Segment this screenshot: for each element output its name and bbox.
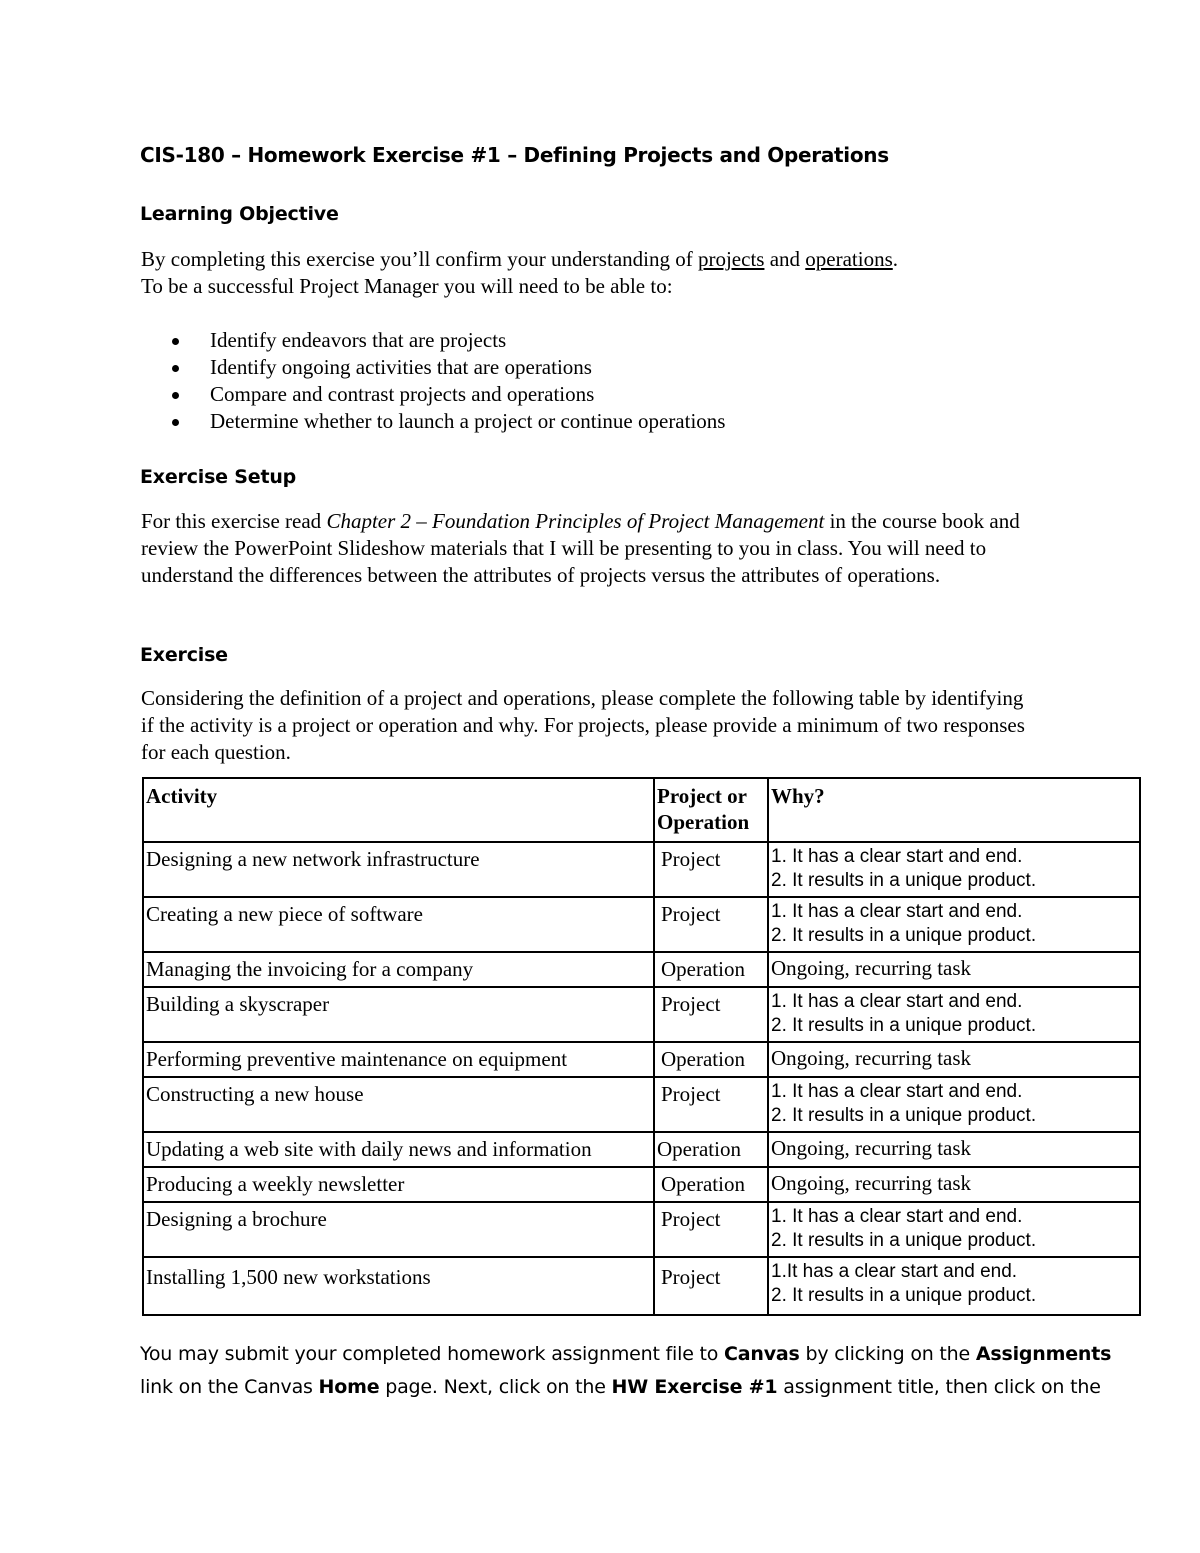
bullet-icon (172, 419, 179, 426)
exercise-heading: Exercise (140, 644, 228, 666)
chapter-reference: Chapter 2 – Foundation Principles of Project Management (326, 509, 825, 533)
intro-and: and (764, 247, 806, 271)
exercise-setup-text (141, 508, 1041, 589)
table-row (143, 1257, 1140, 1315)
header-project-or-operation (654, 778, 768, 842)
bullet-text: Compare and contrast projects and operations (210, 382, 595, 406)
hw-exercise-term: HW Exercise #1 (611, 1376, 778, 1398)
footer-text-1: You may submit your completed homework assignment file to (140, 1343, 725, 1365)
list-item (172, 381, 725, 408)
why-line-2: 2. It results in a unique product. (771, 1230, 1037, 1251)
table-row (143, 1167, 1140, 1202)
why-cell: Ongoing, recurring task (768, 952, 1140, 987)
bullet-text: Determine whether to launch a project or continue operations (210, 409, 726, 433)
why-cell (768, 897, 1140, 952)
why-cell (768, 987, 1140, 1042)
document-title: CIS-180 – Homework Exercise #1 – Defining Projects and Operations (140, 143, 889, 167)
table-row (143, 1042, 1140, 1077)
why-line-1: 1. It has a clear start and end. (771, 991, 1023, 1012)
table-row (143, 1132, 1140, 1167)
setup-text-before: For this exercise read (141, 509, 327, 533)
why-line-1: 1. It has a clear start and end. (771, 1081, 1023, 1102)
activity-cell: Managing the invoicing for a company (143, 952, 654, 987)
type-cell: Operation (654, 952, 768, 987)
header-activity: Activity (143, 778, 654, 842)
activity-cell: Constructing a new house (143, 1077, 654, 1132)
type-cell: Project (654, 842, 768, 897)
table-header-row (143, 778, 1140, 842)
table-row (143, 987, 1140, 1042)
exercise-setup-heading: Exercise Setup (140, 466, 297, 488)
why-cell (768, 1202, 1140, 1257)
why-line-2: 2. It results in a unique product. (771, 1285, 1037, 1306)
why-line-2: 2. It results in a unique product. (771, 870, 1037, 891)
header-why: Why? (768, 778, 1140, 842)
bullet-icon (172, 392, 179, 399)
type-cell: Operation (654, 1042, 768, 1077)
table-row (143, 897, 1140, 952)
intro-text: By completing this exercise you’ll confirm your understanding of (141, 247, 698, 271)
type-cell: Project (654, 897, 768, 952)
type-cell: Project (654, 1202, 768, 1257)
canvas-term: Canvas (724, 1343, 800, 1365)
type-cell: Project (654, 987, 768, 1042)
why-line-1: 1. It has a clear start and end. (771, 901, 1023, 922)
bullet-text: Identify ongoing activities that are operations (210, 355, 592, 379)
learning-objective-intro (141, 246, 1051, 300)
activity-cell: Designing a brochure (143, 1202, 654, 1257)
why-cell (768, 842, 1140, 897)
activity-cell: Installing 1,500 new workstations (143, 1257, 654, 1315)
header-type-line-2: Operation (657, 810, 750, 834)
why-line-1: 1. It has a clear start and end. (771, 1206, 1023, 1227)
why-cell (768, 1077, 1140, 1132)
footer-text-5: assignment title, then click on the (777, 1376, 1101, 1398)
header-type-line-1: Project or (657, 784, 747, 808)
list-item (172, 408, 725, 435)
why-line-2: 2. It results in a unique product. (771, 925, 1037, 946)
why-line-2: 2. It results in a unique product. (771, 1105, 1037, 1126)
why-line-1: 1.It has a clear start and end. (771, 1261, 1018, 1282)
intro-end: . (892, 247, 899, 271)
type-cell: Operation (654, 1167, 768, 1202)
type-cell: Project (654, 1077, 768, 1132)
table-row (143, 842, 1140, 897)
type-cell: Operation (654, 1132, 768, 1167)
footer-text-2: by clicking on the (799, 1343, 976, 1365)
why-cell: Ongoing, recurring task (768, 1042, 1140, 1077)
table-row (143, 952, 1140, 987)
why-cell (768, 1257, 1140, 1315)
learning-objective-heading: Learning Objective (140, 203, 339, 225)
activity-table (142, 777, 1141, 1316)
footer-text-3: link on the Canvas (140, 1376, 319, 1398)
type-cell: Project (654, 1257, 768, 1315)
activity-cell: Building a skyscraper (143, 987, 654, 1042)
why-line-1: 1. It has a clear start and end. (771, 846, 1023, 867)
submission-instructions (140, 1338, 1120, 1404)
bullet-icon (172, 338, 179, 345)
bullet-icon (172, 365, 179, 372)
exercise-instructions: Considering the definition of a project and operations, please complete the following table by identifying if the activity is a project or operation and why. For projects, please provide a minimum of two responses for each question. (141, 686, 1025, 764)
activity-cell: Creating a new piece of software (143, 897, 654, 952)
bullet-text: Identify endeavors that are projects (210, 328, 507, 352)
list-item (172, 354, 725, 381)
why-cell: Ongoing, recurring task (768, 1132, 1140, 1167)
assignments-term: Assignments (975, 1343, 1112, 1365)
activity-cell: Updating a web site with daily news and information (143, 1132, 654, 1167)
objective-bullet-list (172, 327, 725, 435)
activity-cell: Performing preventive maintenance on equipment (143, 1042, 654, 1077)
why-line-2: 2. It results in a unique product. (771, 1015, 1037, 1036)
activity-cell: Designing a new network infrastructure (143, 842, 654, 897)
activity-cell: Producing a weekly newsletter (143, 1167, 654, 1202)
footer-text-4: page. Next, click on the (379, 1376, 612, 1398)
projects-term: projects (697, 247, 765, 271)
setup-text-after: in the course book and review the PowerPoint Slideshow materials that I will be presenting to you in class. You will need to understand the differences between the attributes of projects versus the attributes of operations. (141, 509, 1020, 587)
intro-line-2: To be a successful Project Manager you will need to be able to: (141, 274, 673, 298)
table-row (143, 1077, 1140, 1132)
home-term: Home (318, 1376, 380, 1398)
operations-term: operations (805, 247, 893, 271)
why-cell: Ongoing, recurring task (768, 1167, 1140, 1202)
table-row (143, 1202, 1140, 1257)
list-item (172, 327, 725, 354)
